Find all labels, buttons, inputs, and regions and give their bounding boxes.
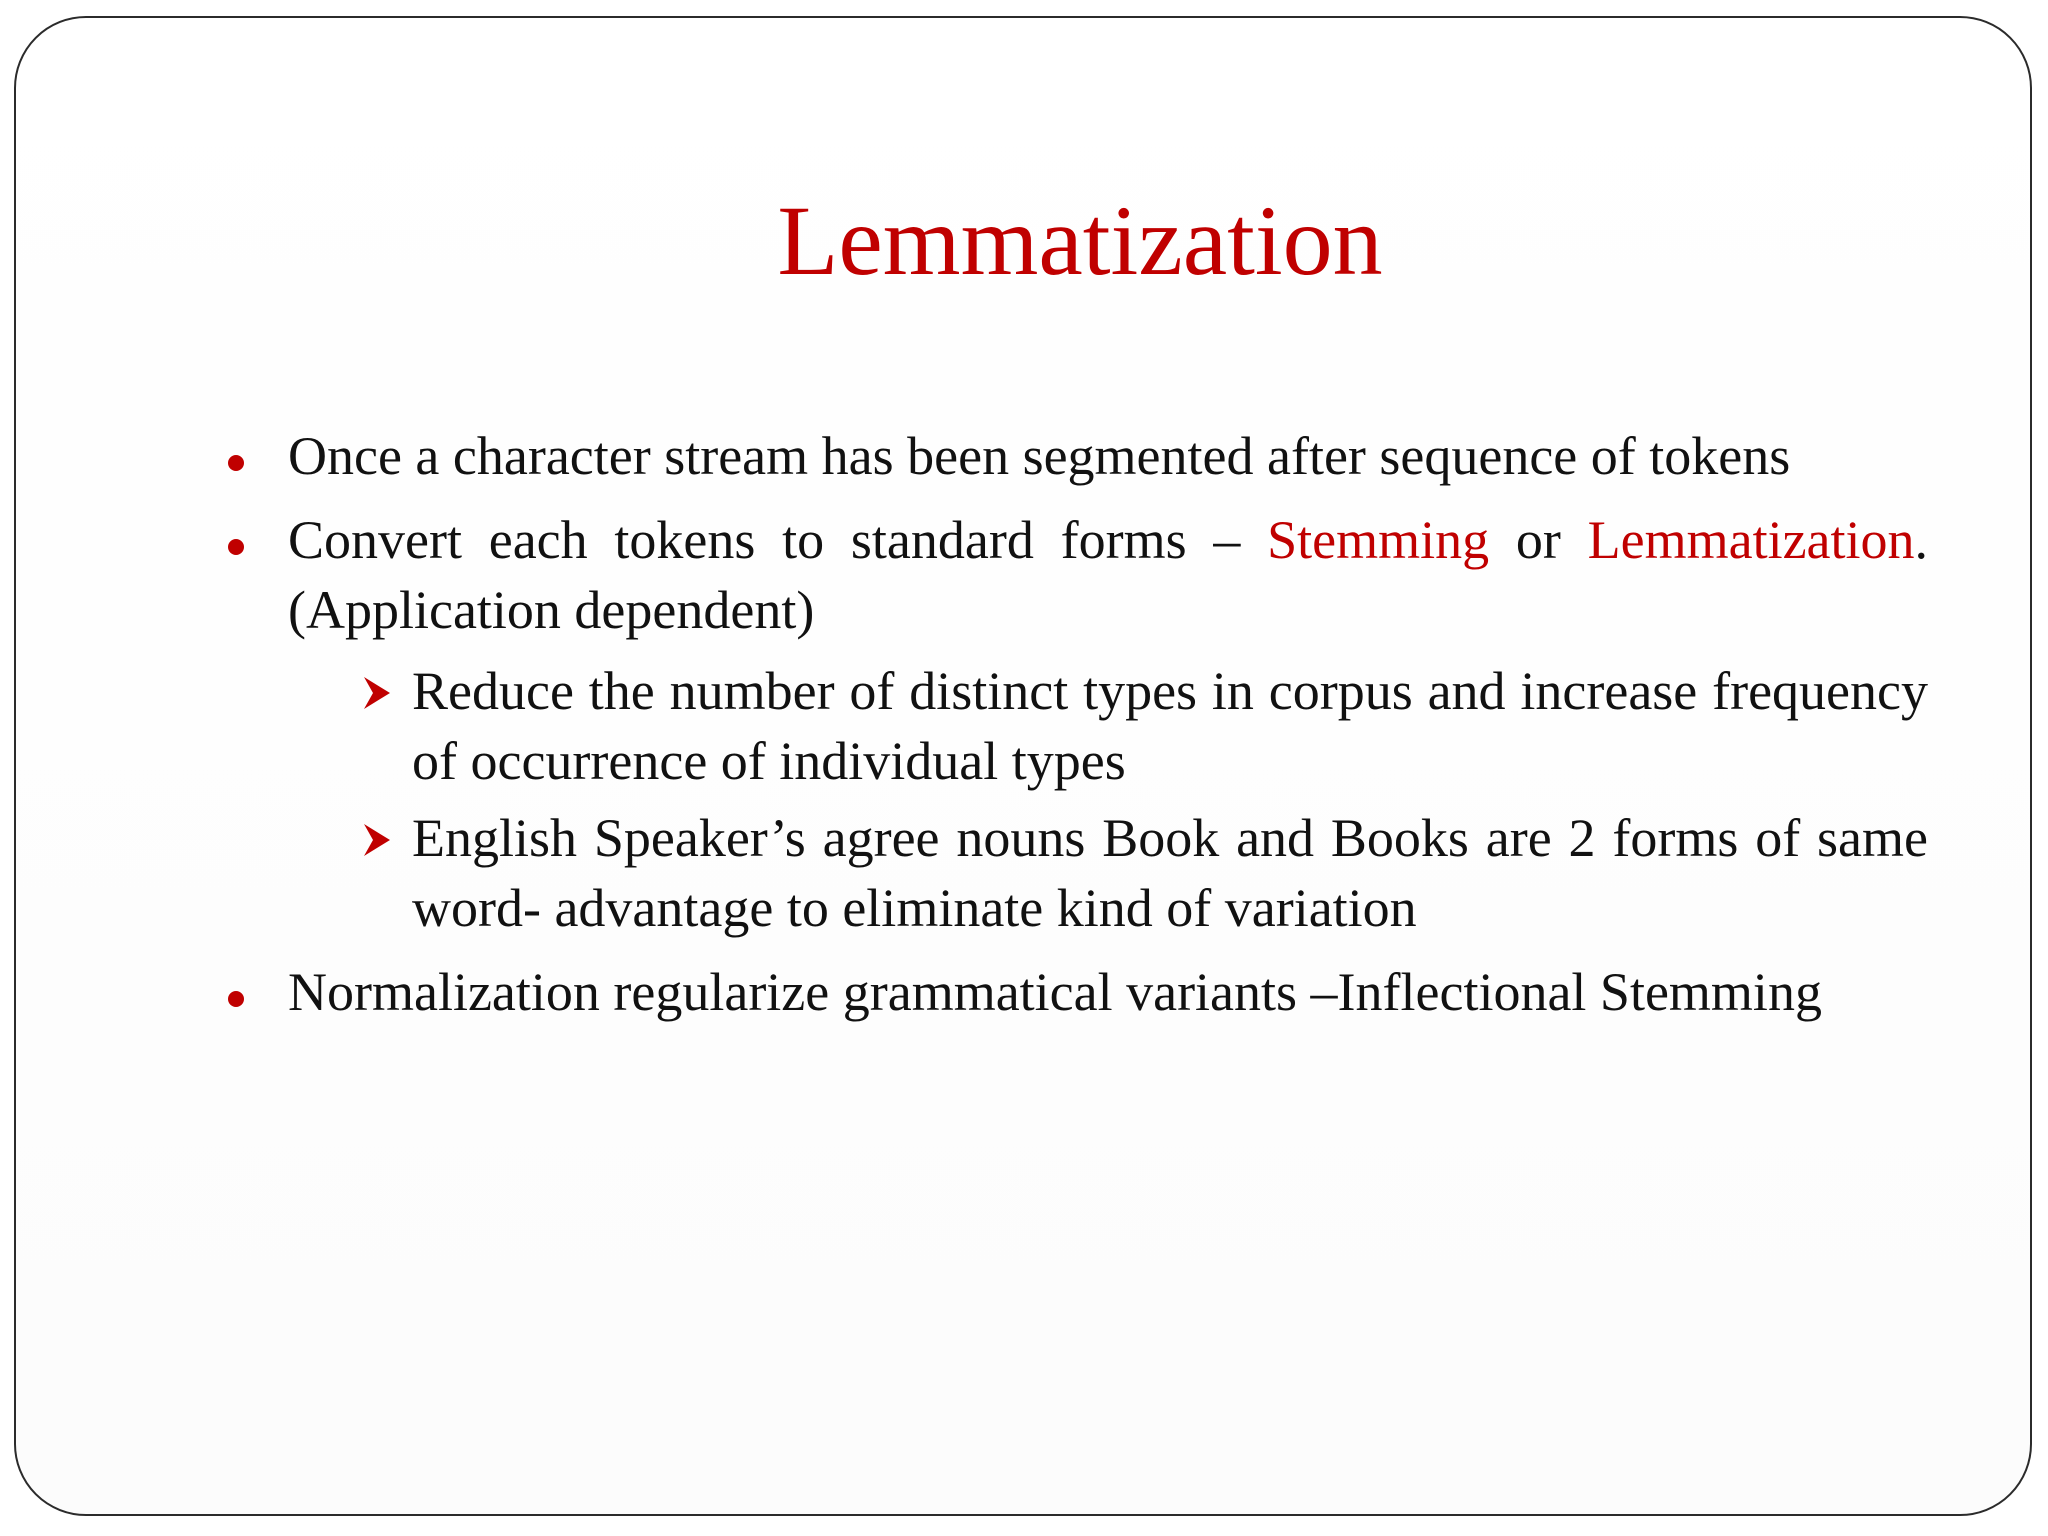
sub-bullet-item-1: Reduce the number of distinct types in corpus and increase frequency of occurrence of individual types <box>412 661 1928 791</box>
bullet-item-2 <box>288 505 1928 645</box>
highlight-lemmatization: Lemmatization <box>1587 510 1915 570</box>
bullet-text: Convert each tokens to standard forms – <box>288 510 1268 570</box>
bullet-item-3: Normalization regularize grammatical variants –Inflectional Stemming <box>288 962 1822 1022</box>
highlight-stemming: Stemming <box>1267 510 1490 570</box>
bullet-item-1: Once a character stream has been segmented after sequence of tokens <box>288 426 1791 486</box>
red-dot-icon <box>228 539 244 555</box>
bullet-text: . (Application dependent) <box>288 510 1929 640</box>
bullet-text: or <box>1489 510 1588 570</box>
slide-title: Lemmatization <box>777 185 1383 296</box>
red-dot-icon <box>228 455 244 471</box>
arrowhead-icon <box>360 673 394 713</box>
sub-bullet-item-2: English Speaker’s agree nouns Book and Books are 2 forms of same word- advantage to eliminate kind of variation <box>412 808 1928 938</box>
red-dot-icon <box>228 991 244 1007</box>
arrowhead-icon <box>360 820 394 860</box>
